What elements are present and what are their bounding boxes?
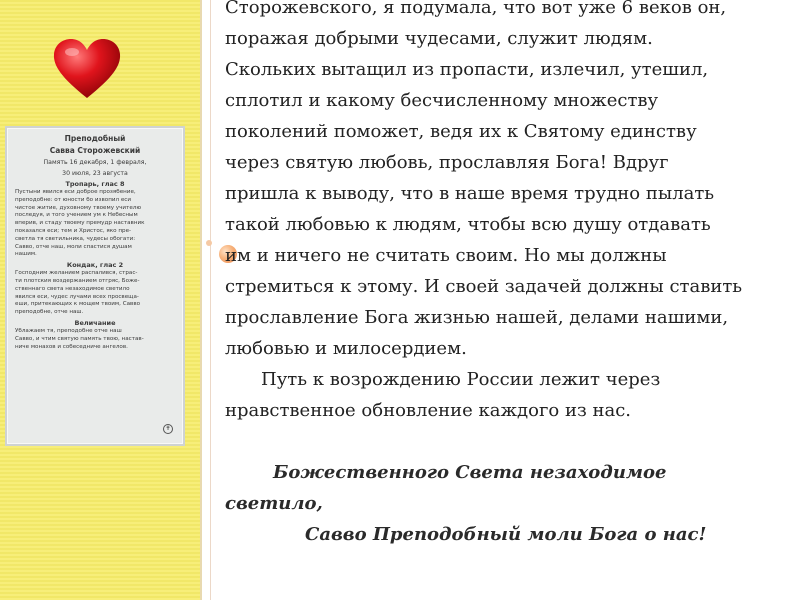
- paragraph-2-line-1: Путь к возрождению России лежит через: [261, 369, 661, 390]
- heart-icon: [52, 38, 122, 100]
- card-dates-2: 30 июля, 23 августа: [62, 170, 128, 177]
- magnification-text: Ублажаем тя, преподобне отче наш Савво, и чтим святую память твою, настав- ниче монахов и собеседниче ангелов.: [15, 327, 144, 350]
- text-line: сплотил и какому бесчисленному множеству: [225, 90, 659, 111]
- main-text: [225, 0, 785, 550]
- paragraph-2-line-2: нравственное обновление каждого из нас.: [225, 400, 632, 421]
- text-line: поражая добрыми чудесами, служит людям.: [225, 28, 653, 49]
- text-line: пришла к выводу, что в наше время трудно пылать: [225, 183, 715, 204]
- text-line: любовью и милосердием.: [225, 338, 467, 359]
- divider-line: [210, 0, 211, 600]
- troparion-heading: Тропарь, глас 8: [65, 180, 125, 188]
- text-line: Сторожевского, я подумала, что вот уже 6 веков он,: [225, 0, 727, 18]
- kontakion-heading: Кондак, глас 2: [66, 261, 124, 270]
- card-dates-1: Память 16 декабря, 1 февраля,: [43, 159, 147, 166]
- cross-icon: ✝: [163, 424, 173, 434]
- blank-line: [225, 426, 785, 457]
- text-line: прославление Бога жизнью нашей, делами нашими,: [225, 307, 729, 328]
- text-line: такой любовью к людям, чтобы всю душу отдавать: [225, 214, 711, 235]
- prayer-line-1: Божественного Света незаходимое: [273, 462, 667, 483]
- magnification-heading: Величание: [74, 318, 116, 327]
- left-panel: [0, 0, 202, 600]
- prayer-card-image: [5, 126, 185, 446]
- card-title-2: Савва Сторожевский: [49, 146, 141, 155]
- troparion-text: Пустыни явился еси доброе прозябение, преподобне: от юности бо извопил еси чистое житие, духовному твоему учителю последуя, и того учением ум к Небесным вперив, и стаду твоему премудр наставник показался еси; тем и Христос, яко пре- светла тя светильника, чудесы обогати: Савво, отче наш, моли спастися душам нашим.: [15, 189, 145, 258]
- prayer-line-3: Савво Преподобный моли Бога о нас!: [305, 524, 707, 545]
- prayer-line-2: светило,: [225, 493, 323, 514]
- text-line: им и ничего не считать своим. Но мы должны: [225, 245, 667, 266]
- card-title-1: Преподобный: [64, 134, 126, 143]
- kontakion-text: Господним желанием распалився, страс- ти плотския воздержанием отгряс, Боже- ственнаго света незаходимое светило явился еси, чудес лучами всех просвеща- еши, притекающих к мощем твоим, Савво преподобне, отче наш.: [15, 270, 141, 316]
- orb-small-decoration: [206, 240, 212, 246]
- text-line: через святую любовь, прославляя Бога! Вдруг: [225, 152, 669, 173]
- text-line: стремиться к этому. И своей задачей должны ставить: [225, 276, 743, 297]
- text-line: Скольких вытащил из пропасти, излечил, утешил,: [225, 59, 709, 80]
- text-line: поколений поможет, ведя их к Святому единству: [225, 121, 697, 142]
